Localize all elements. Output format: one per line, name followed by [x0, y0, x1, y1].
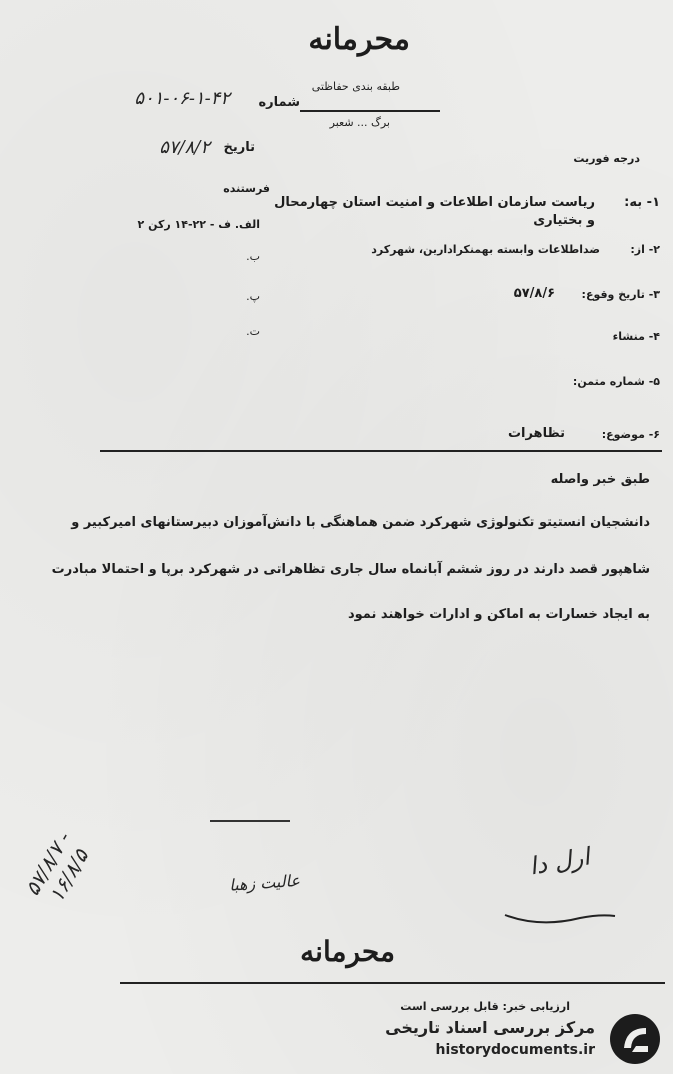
signature-stroke: [500, 890, 620, 930]
body-line-1: دانشجیان انستیتو تکنولوژی شهرکرد ضمن هماهنگی با دانش‌آموزان دبیرستانهای امیرکبیر و: [71, 515, 650, 530]
handwritten-date-note: ۵۷/۸/۷ - ۱۶/۸/۵: [19, 827, 94, 906]
right-signature: ارل دا: [527, 842, 592, 881]
classification-bottom: محرمانه: [300, 935, 395, 968]
occurrence-date-value: ۵۷/۸/۶: [513, 286, 555, 301]
from-value: ضداطلاعات وابسته بهمنکرادارین، شهرکرد: [371, 243, 600, 256]
body-intro: طبق خبر واصله: [550, 472, 650, 487]
priority-label: درجه فوریت: [573, 152, 640, 165]
subject-value: تظاهرات: [507, 426, 565, 441]
watermark-url: historydocuments.ir: [435, 1042, 595, 1058]
date-value: ۵۷/۸/۲: [159, 137, 210, 158]
mark-t: ت.: [246, 325, 260, 338]
mark-p: پ.: [246, 290, 260, 303]
number-label: شماره: [258, 95, 300, 110]
subject-label: ۶- موضوع:: [601, 428, 660, 441]
number-value: ۵۰۱-۰۶-۱-۴۲: [134, 88, 230, 109]
sender-label: فرستنده: [223, 182, 270, 195]
signature-label: عالیت زهبا: [228, 870, 301, 895]
recipient-label: ۱- به:: [624, 195, 660, 210]
header-rule: [300, 110, 440, 112]
classification-top: محرمانه: [308, 22, 410, 57]
recipient-value-2: و بختیاری: [533, 213, 595, 228]
classification-sub: طبقه بندی حفاظتی: [311, 80, 400, 93]
mark-b: ب.: [246, 250, 260, 263]
ref-label: ۵- شماره متمن:: [572, 375, 660, 388]
handwritten-stroke: [210, 820, 290, 822]
review-note: ارزیابی خبر: قابل بررسی است: [400, 1000, 570, 1013]
ref-code: الف. ف - ۲۲-۱۴ رکن ۲: [137, 218, 260, 231]
body-line-2: شاهپور قصد دارند در روز ششم آبانماه سال جاری تظاهراتی در شهرکرد برپا و احتمالا مبادرت: [51, 562, 650, 577]
copy-label: برگ ... شعبر: [329, 116, 390, 129]
watermark-title: مرکز بررسی اسناد تاریخی: [385, 1018, 595, 1037]
occurrence-date-label: ۳- تاریخ وقوع:: [581, 288, 660, 301]
date-label: تاریخ: [223, 140, 255, 155]
footer-rule: [120, 982, 665, 984]
source-label: ۴- منشاء: [612, 330, 660, 343]
body-line-3: به ایجاد خسارات به اماکن و ادارات خواهند نمود: [347, 607, 650, 622]
from-label: ۲- از:: [630, 243, 660, 256]
fields-divider: [100, 450, 662, 452]
archive-logo-mark-icon: [610, 1014, 660, 1064]
archive-logo-icon: [610, 1014, 660, 1064]
recipient-value: ریاست سازمان اطلاعات و امنیت استان چهارمحال: [274, 195, 595, 210]
